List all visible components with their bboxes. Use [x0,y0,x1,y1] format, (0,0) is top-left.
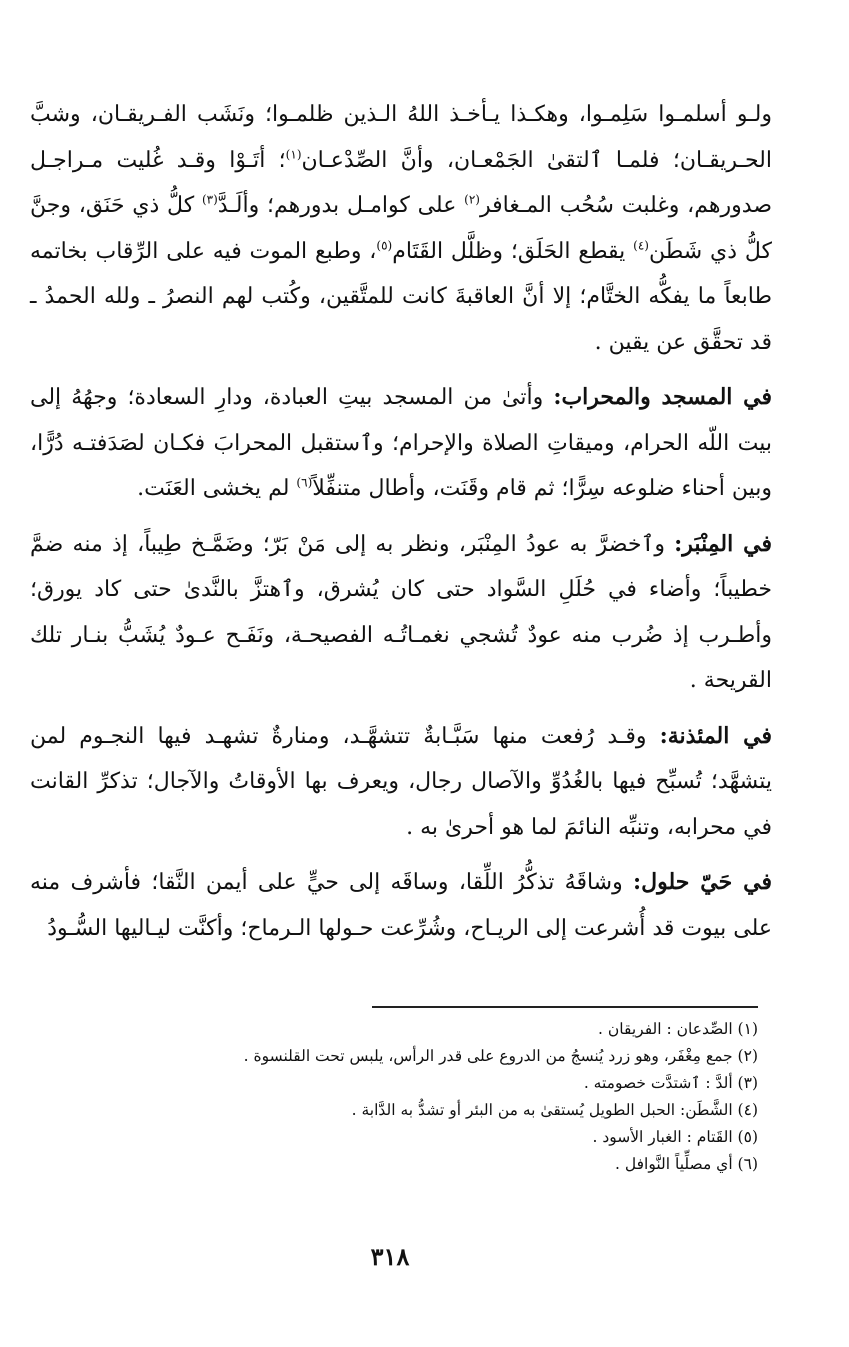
footnote-ref: (٦) [296,475,313,490]
footnote-ref: (٥) [376,238,393,253]
page-number: ٣١٨ [370,1242,410,1271]
text-segment: يقطع الحَلَق؛ وظلَّل القَتَام [392,238,634,264]
paragraph-minaret [30,714,772,851]
footnote-ref: (٣) [201,192,218,207]
footnote-item: (٢) جمع مِغْفَر، وهو زرد يُنسجُ من الدروع على قدر الرأس، يلبس تحت القلنسوة . [243,1047,758,1065]
text-segment: وقـد رُفعت منها سَبَّـابةٌ تتشهَّـد، ومنارةٌ تشهـد فيها النجـوم لمن يتشهَّد؛ تُسبِّح فيها بالغُدُوِّ والآصال رجال، ويعرف بها الأوقاتُ والآجال؛ تذكرِّ القانت في محرابه، وتنبِّه النائمَ لما هو أحرىٰ به . [30,723,772,840]
footnote-ref: (٢) [464,192,480,207]
text-segment: وٱخضرَّ به عودُ المِنْبَر، ونظر به إلى مَنْ بَرّ؛ وضَمَّـخ طِيباً، إذ منه ضمَّ خطيباً؛ وأضاء في حُلَلِ السَّواد حتى كان يُشرق، وٱهتزَّ بالنَّدىٰ حتى كاد يورق؛ وأطـرب إذ ضُرب منه عودٌ تُشجي نغمـاتُـه الفصيحـة، ونَفَـح عـودٌ يُشَبُّ بنـار تلك القريحة . [30,531,772,693]
text-segment: على كوامـل بدورهم؛ وألَـدَّ [217,193,465,218]
paragraph-mosque [30,375,772,512]
text-segment: وأتىٰ من المسجد بيتِ العبادة، ودارِ السعادة؛ وجهُهُ إلى بيت اللّه الحرام، وميقاتِ الصلاة والإحرام؛ وٱستقبل المحرابَ فكـان لصَدَفتـه دُرًّا، وبين أحناء ضلوعه سِرًّا؛ ثم قام وقَنَت، وأطال متنفِّلاً [30,385,772,501]
footnote-ref: (٤) [633,238,649,253]
footnote-item: (٦) أي مصلِّياً النَّوافل . [615,1155,758,1173]
footnote-item: (٣) ألدَّ : ٱشتدَّت خصومته . [583,1074,758,1092]
footnote-ref: (١) [285,147,302,162]
text-segment: ؛ أتَـوْا وقـد غُليت مـراجـل صدورهم، وغلبت سُحُب المـغافر [30,147,772,218]
footnote-item: (١) الصِّدعان : الفريقان . [598,1020,758,1038]
text-segment: لم يخشى العَنَت. [137,476,297,501]
paragraph-heading: في حَيّ حلول: [633,869,773,895]
text-segment: وشاقَهُ تذكُّرُ اللِّقا، وساقَه إلى حيٍّ على أيمن النَّقا؛ فأشرف منه على بيوت قد أُشرعت إلى الريـاح، وشُرِّعت حـولها الـرماح؛ وأكنَّت ليـاليها السُّـودُ [30,870,772,941]
paragraph-heading: في المئذنة: [659,722,772,749]
main-text [30,92,772,951]
paragraph-neighborhood [30,860,772,951]
footnote-item: (٤) الشَّطَن: الحبل الطويل يُستقىٰ به من البئر أو تشدُّ به الدَّابة . [351,1101,758,1119]
paragraph-heading: في المسجد والمحراب: [553,384,772,410]
footnote-divider [372,1006,758,1008]
footnote-item: (٥) القَتام : الغبار الأسود . [592,1128,758,1146]
footnotes [140,1016,758,1178]
text-segment: كلُّ ذي حَنَق، وجنَّ كلُّ ذي شَطَن [30,193,772,264]
paragraph-minbar [30,522,772,704]
paragraph-heading: في المِنْبَر: [674,530,772,557]
text-segment: ولـو أسلمـوا سَلِمـوا، وهكـذا يـأخـذ اللهُ الـذين ظلمـوا؛ ونَشَب الفـريقـان، وشبَّ الحـريقـان؛ فلمـا ٱلتقىٰ الجَمْعـان، وأنَّ الصِّدْعـان [30,102,772,173]
text-segment: ، وطبع الموت فيه على الرِّقاب بخاتمه طابعاً ما يفكُّه الختَّام؛ إلا أنَّ العاقبةَ كانت للمتَّقين، وكُتب لهم النصرُ ـ ولله الحمدُ ـ قد تحقَّق عن يقين . [30,238,772,355]
paragraph-battle [30,92,772,365]
